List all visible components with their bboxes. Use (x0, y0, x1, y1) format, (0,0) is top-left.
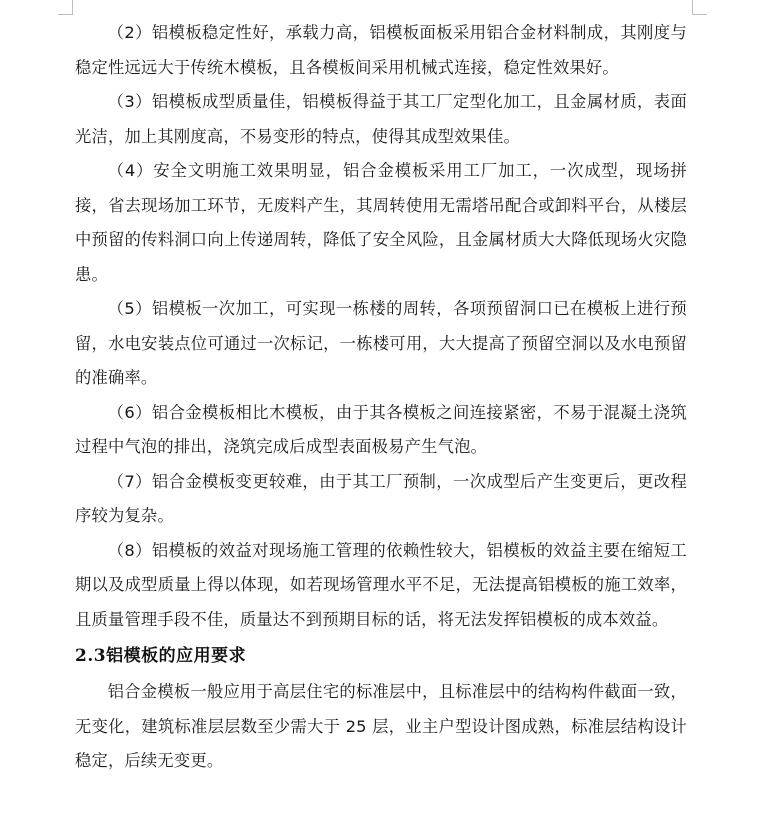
paragraph-item-4: （4）安全文明施工效果明显，铝合金模板采用工厂加工，一次成型，现场拼接，省去现场加工环节，无废料产生，其周转使用无需塔吊配合或卸料平台，从楼层中预留的传料洞口向上传递周转，降低了安全风险，且金属材质大大降低现场火灾隐患。 (75, 161, 687, 284)
document-body (75, 16, 687, 779)
paragraph-item-5: （5）铝模板一次加工，可实现一栋楼的周转，各项预留洞口已在模板上进行预留，水电安装点位可通过一次标记，一栋楼可用，大大提高了预留空洞以及水电预留的准确率。 (75, 299, 687, 387)
page-corner-mark-right (692, 0, 707, 15)
paragraph-item-3: （3）铝模板成型质量佳，铝模板得益于其工厂定型化加工，且金属材质，表面光洁，加上其刚度高，不易变形的特点，使得其成型效果佳。 (75, 92, 687, 146)
section-heading: 2.3铝模板的应用要求 (75, 646, 247, 666)
paragraph-item-6: （6）铝合金模板相比木模板，由于其各模板之间连接紧密，不易于混凝土浇筑过程中气泡的排出，浇筑完成后成型表面极易产生气泡。 (75, 402, 687, 456)
paragraph-item-2: （2）铝模板稳定性好，承载力高，铝模板面板采用铝合金材料制成，其刚度与稳定性远远大于传统木模板，且各模板间采用机械式连接，稳定性效果好。 (75, 23, 687, 77)
section-paragraph: 铝合金模板一般应用于高层住宅的标准层中，且标准层中的结构构件截面一致，无变化，建筑标准层层数至少需大于 25 层，业主户型设计图成熟，标准层结构设计稳定，后续无变更。 (75, 682, 687, 770)
paragraph-item-7: （7）铝合金模板变更较难，由于其工厂预制，一次成型后产生变更后，更改程序较为复杂。 (75, 471, 687, 525)
paragraph-item-8: （8）铝模板的效益对现场施工管理的依赖性较大，铝模板的效益主要在缩短工期以及成型质量上得以体现，如若现场管理水平不足，无法提高铝模板的施工效率，且质量管理手段不佳，质量达不到预期目标的话，将无法发挥铝模板的成本效益。 (75, 540, 687, 629)
page-corner-mark-left (58, 0, 73, 15)
